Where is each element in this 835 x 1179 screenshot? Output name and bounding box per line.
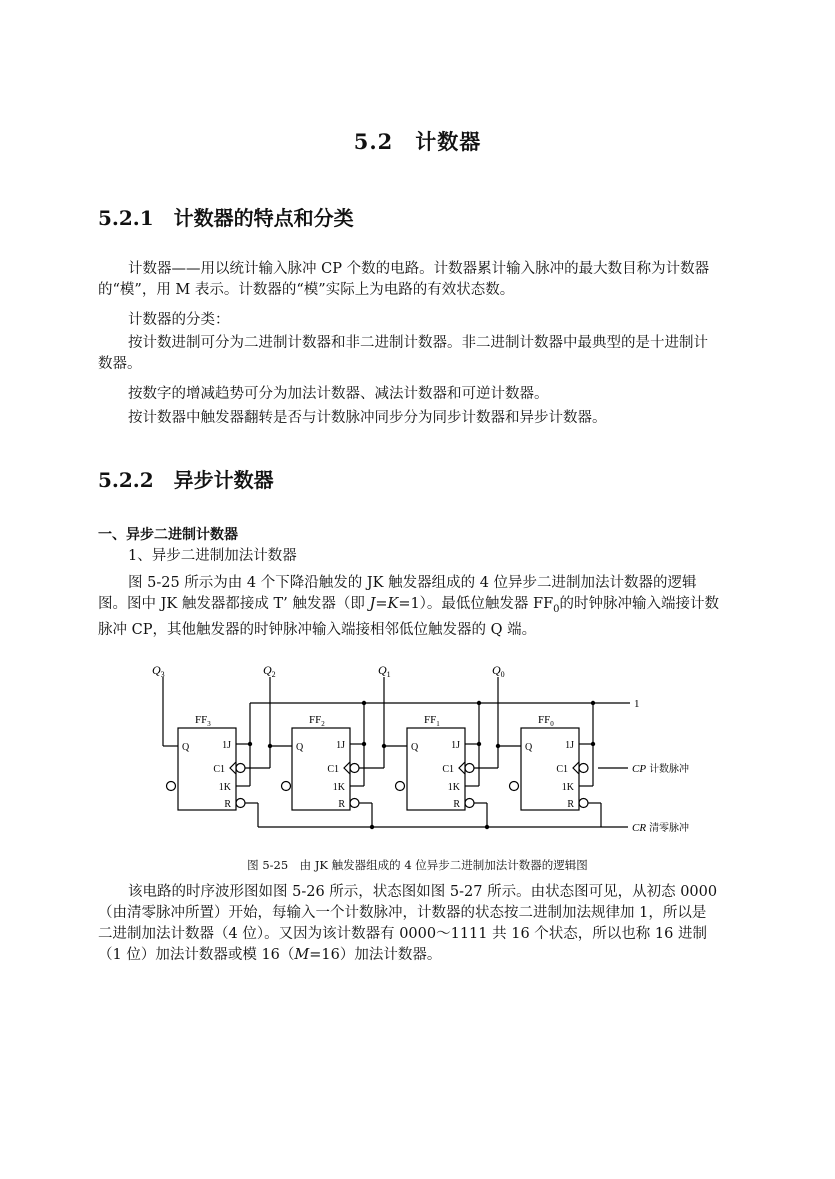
flip-flop-ff0 bbox=[498, 677, 601, 827]
paragraph-classification-intro: 计数器的分类： bbox=[128, 312, 230, 328]
ff2-label: $FF_2$ bbox=[309, 714, 325, 728]
ff1-pin-q-label: Q bbox=[411, 742, 419, 753]
ff2-pin-r-label: R bbox=[338, 799, 345, 810]
paragraph-counter-definition: 计数器——用以统计输入脉冲 CP 个数的电路。计数器累计输入脉冲的最大数目称为计数器的“模”，用 M 表示。计数器的“模”实际上为电路的有效状态数。 bbox=[98, 261, 710, 298]
ff3-pin-1j-label: 1J bbox=[222, 740, 231, 751]
heading-5-2-2: 5.2.2 异步计数器 bbox=[98, 468, 274, 492]
ff3-pin-1k-label: 1K bbox=[218, 782, 231, 793]
section-title: 5.2 计数器 bbox=[353, 129, 482, 154]
ff1-pin-r-label: R bbox=[453, 799, 460, 810]
paragraph-classification-trend: 按数字的增减趋势可分为加法计数器、减法计数器和可逆计数器。 bbox=[128, 386, 549, 402]
ff3-label: $FF_3$ bbox=[195, 714, 211, 728]
paragraph-figure-description: 图 5-25 所示为由 4 个下降沿触发的 JK 触发器组成的 4 位异步二进制加法计数器的逻辑图。图中 JK 触发器都接成 T’ 触发器（即 J=K=1）。最低位触发器 $FF_0$的时钟脉冲输入端接计数脉冲 CP，其他触发器的时钟脉冲输入端接相邻低位触发器的 Q 端。 bbox=[98, 575, 720, 638]
ff1-pin-c1-label: C1 bbox=[442, 764, 454, 775]
flip-flop-ff2 bbox=[270, 677, 384, 827]
output-q3-label: $Q_3$ bbox=[152, 663, 165, 679]
ff0-pin-q-label: Q bbox=[525, 742, 533, 753]
const-one-label: 1 bbox=[634, 698, 640, 710]
heading-5-2-1: 5.2.1 计数器的特点和分类 bbox=[98, 206, 354, 230]
ff1-label: $FF_1$ bbox=[424, 714, 440, 728]
output-q1-label: $Q_1$ bbox=[378, 663, 391, 679]
ff0-pin-1k-label: 1K bbox=[561, 782, 574, 793]
ff0-pin-r-label: R bbox=[567, 799, 574, 810]
ff3-pin-c1-label: C1 bbox=[213, 764, 225, 775]
paragraph-classification-sync: 按计数器中触发器翻转是否与计数脉冲同步分为同步计数器和异步计数器。 bbox=[128, 410, 607, 426]
ff3-pin-q-label: Q bbox=[182, 742, 190, 753]
subheading-async-binary: 一、异步二进制计数器 bbox=[98, 527, 238, 543]
ff1-pin-1k-label: 1K bbox=[447, 782, 460, 793]
ff0-pin-1j-label: 1J bbox=[565, 740, 574, 751]
paragraph-timing-state: 该电路的时序波形图如图 5-26 所示，状态图如图 5-27 所示。由状态图可见，从初态 0000（由清零脉冲所置）开始，每输入一个计数脉冲，计数器的状态按二进制加法规律加 1，所以是二进制加法计数器（4 位）。又因为该计数器有 0000～1111 共 16 个状态，所以也称 16 进制（1 位）加法计数器或模 16（M=16）加法计数器。 bbox=[98, 884, 718, 963]
item-async-binary-up: 1、异步二进制加法计数器 bbox=[128, 548, 297, 564]
ff0-pin-c1-label: C1 bbox=[556, 764, 568, 775]
paragraph-classification-base: 按计数进制可分为二进制计数器和非二进制计数器。非二进制计数器中最典型的是十进制计数器。 bbox=[98, 335, 708, 372]
flip-flop-ff3 bbox=[163, 677, 270, 827]
counter-logic-diagram bbox=[120, 655, 720, 845]
flip-flop-ff1 bbox=[384, 677, 498, 827]
ff2-pin-c1-label: C1 bbox=[327, 764, 339, 775]
ff0-label: $FF_0$ bbox=[538, 714, 554, 728]
output-q0-label: $Q_0$ bbox=[492, 663, 505, 679]
ff1-pin-1j-label: 1J bbox=[451, 740, 460, 751]
cr-label: CR 清零脉冲 bbox=[632, 822, 690, 834]
ff2-pin-1j-label: 1J bbox=[336, 740, 345, 751]
figure-caption: 图 5-25 由 JK 触发器组成的 4 位异步二进制加法计数器的逻辑图 bbox=[247, 858, 588, 872]
ff2-pin-q-label: Q bbox=[296, 742, 304, 753]
ff2-pin-1k-label: 1K bbox=[332, 782, 345, 793]
ff3-pin-r-label: R bbox=[224, 799, 231, 810]
output-q2-label: $Q_2$ bbox=[263, 663, 276, 679]
cp-label: CP 计数脉冲 bbox=[632, 763, 690, 775]
